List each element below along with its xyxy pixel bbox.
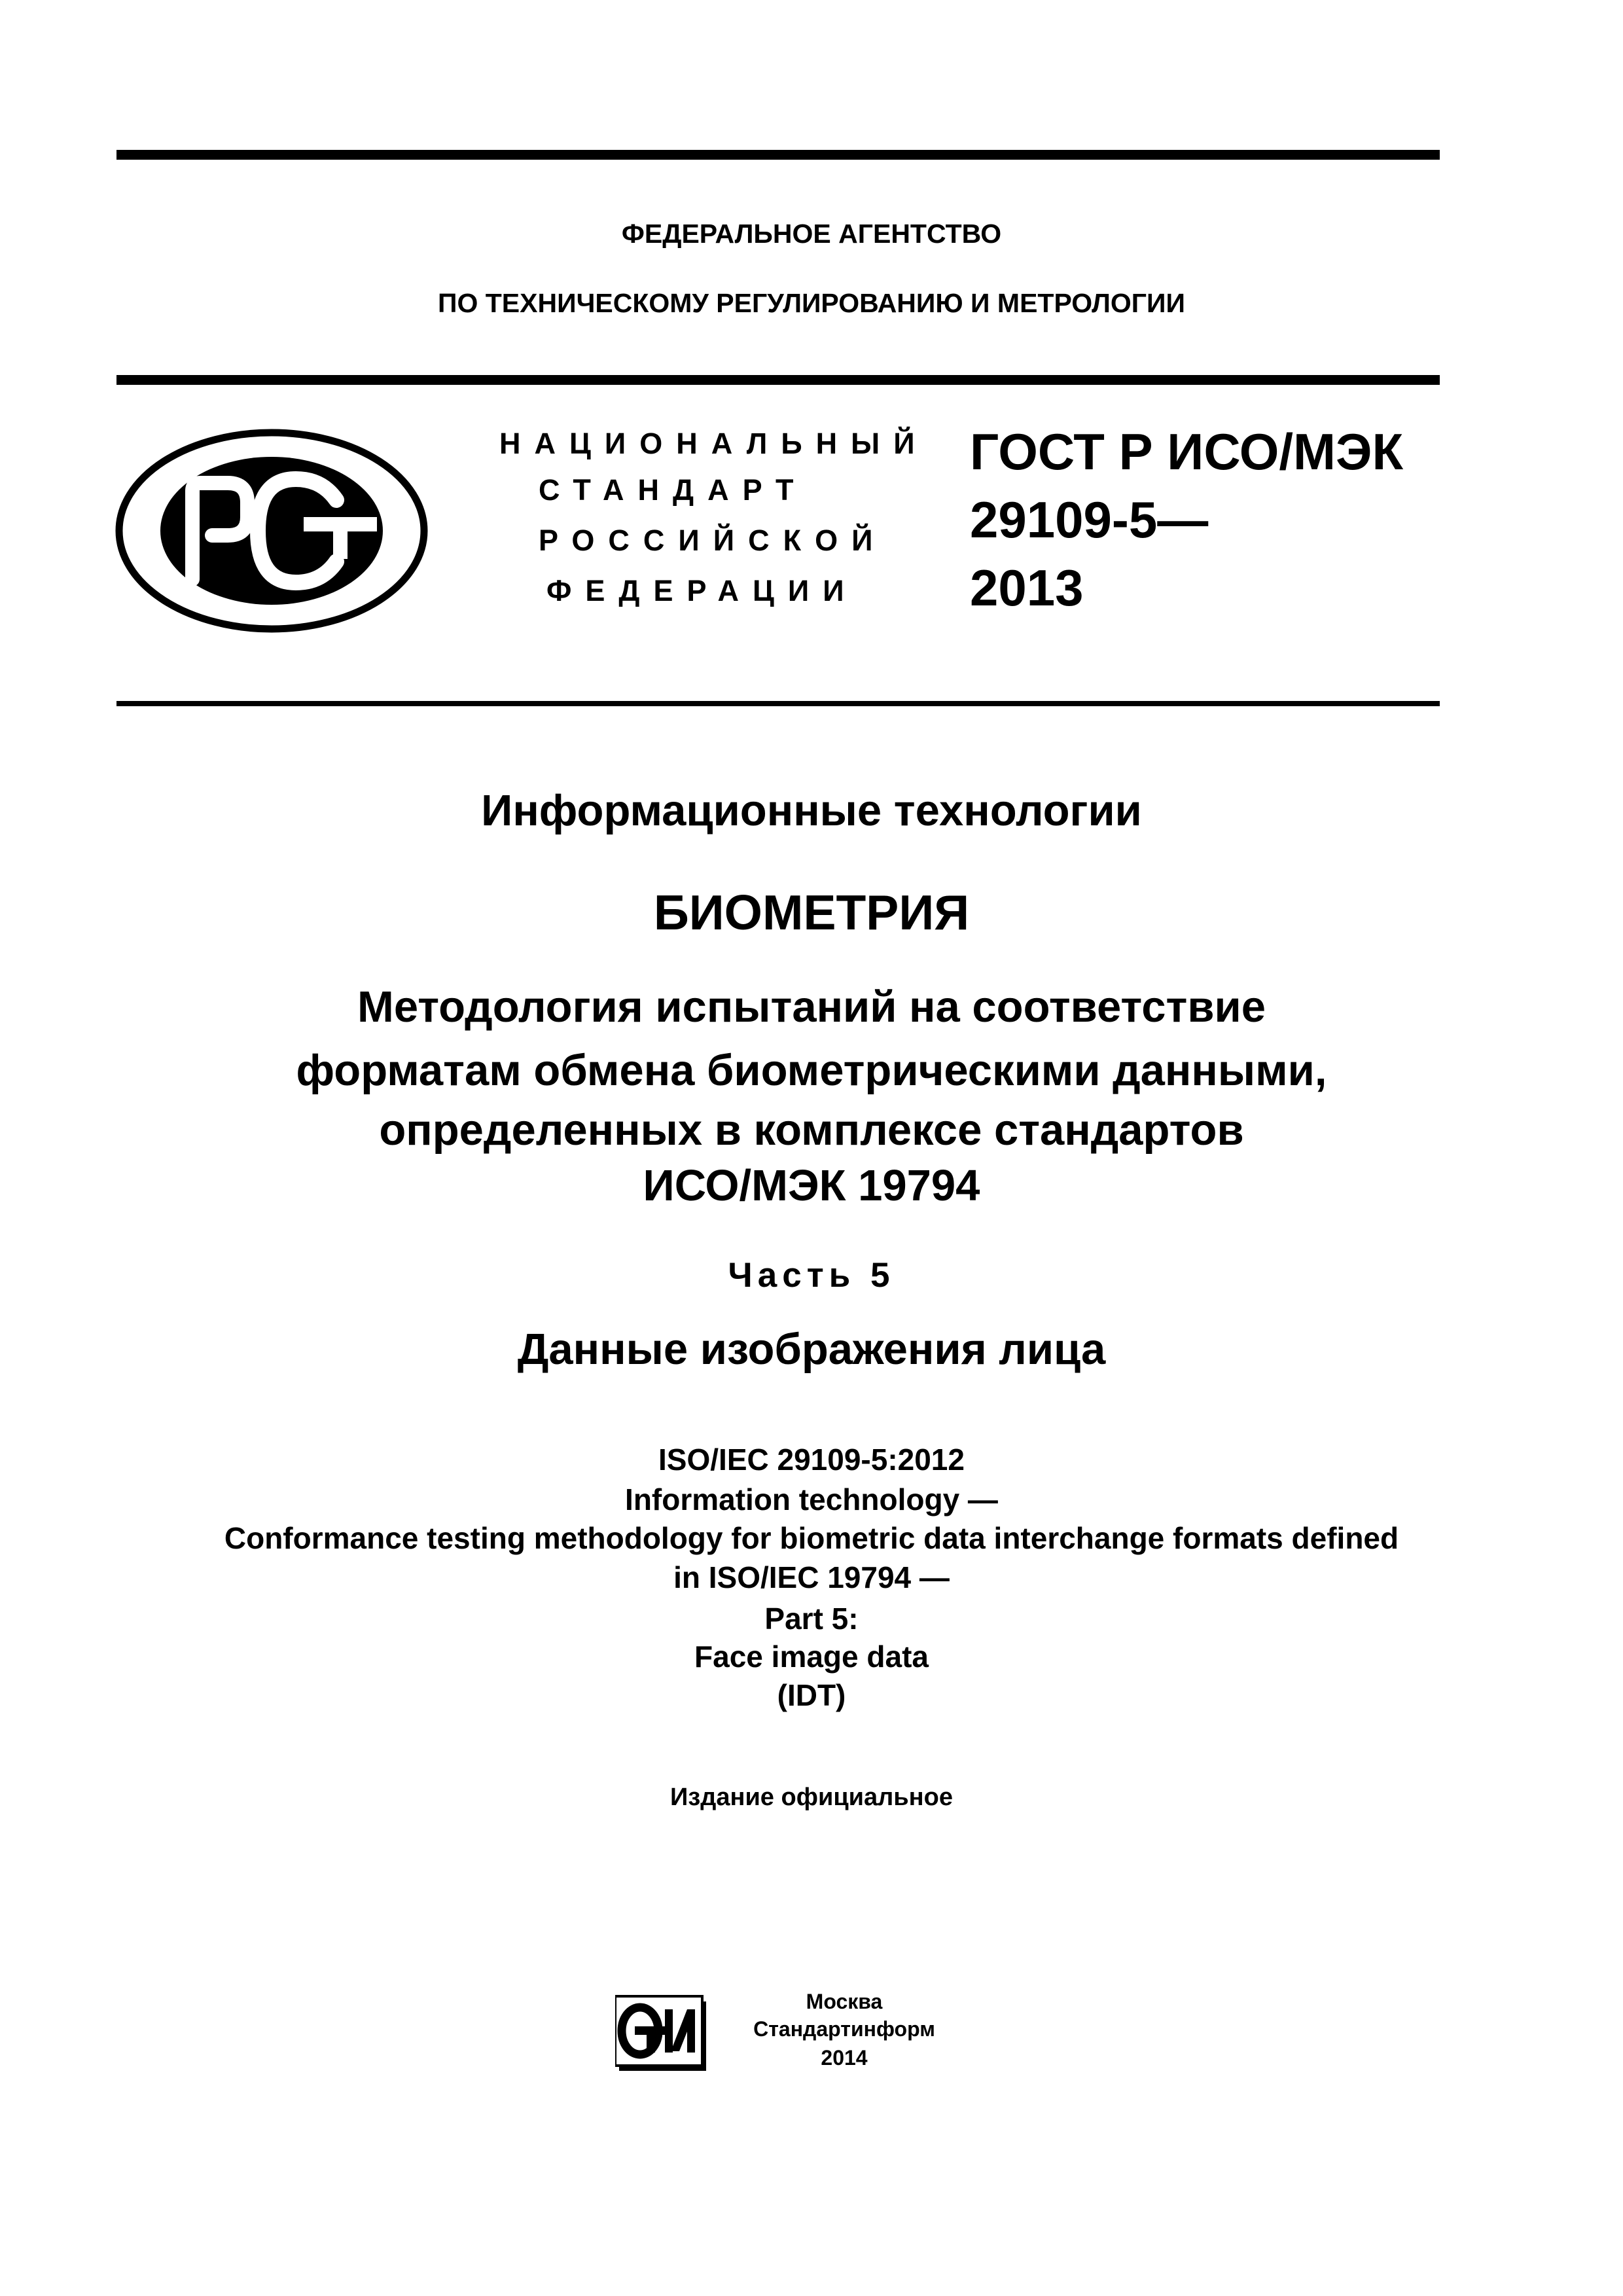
english-title-line-5: Part 5: <box>764 1602 859 1636</box>
publisher-name: Стандартинформ <box>753 2017 935 2041</box>
english-title-line-2: Information technology — <box>625 1482 998 1516</box>
title-main-line-1: Методология испытаний на соответствие <box>357 982 1266 1031</box>
title-rule <box>116 701 1440 706</box>
sti-publisher-logo-icon <box>615 1994 710 2075</box>
header-rule <box>116 375 1440 385</box>
title-main-line-3: определенных в комплексе стандартов <box>379 1105 1244 1155</box>
english-title-line-1: ISO/IEC 29109-5:2012 <box>658 1443 965 1477</box>
english-title-line-3: Conformance testing methodology for biometric data interchange formats defined <box>224 1521 1399 1555</box>
standard-designation-line-1: ГОСТ Р ИСО/МЭК <box>970 423 1404 480</box>
publication-year: 2014 <box>821 2046 868 2070</box>
part-title: Данные изображения лица <box>517 1325 1106 1374</box>
english-title-line-4: in ISO/IEC 19794 — <box>673 1560 950 1594</box>
agency-name-line-1: ФЕДЕРАЛЬНОЕ АГЕНТСТВО <box>621 219 1002 249</box>
english-title-line-7: (IDT) <box>777 1678 846 1712</box>
national-standard-line-2: СТАНДАРТ <box>539 473 808 507</box>
standard-designation-year: 2013 <box>970 559 1084 617</box>
title-field: Информационные технологии <box>481 786 1142 835</box>
edition-note: Издание официальное <box>670 1784 953 1811</box>
standard-designation-line-2: 29109-5— <box>970 491 1209 548</box>
title-main-line-2: форматам обмена биометрическими данными, <box>296 1046 1327 1095</box>
part-label: Часть 5 <box>728 1256 895 1295</box>
top-rule <box>116 150 1440 160</box>
national-standard-line-3: РОССИЙСКОЙ <box>539 524 887 557</box>
rst-certification-mark-icon <box>113 427 431 635</box>
english-title-line-6: Face image data <box>694 1640 929 1674</box>
publisher-city: Москва <box>806 1990 883 2013</box>
agency-name-line-2: ПО ТЕХНИЧЕСКОМУ РЕГУЛИРОВАНИЮ И МЕТРОЛОГИИ <box>438 288 1185 318</box>
title-subject: БИОМЕТРИЯ <box>653 885 970 940</box>
title-main-line-4: ИСО/МЭК 19794 <box>643 1161 980 1210</box>
national-standard-line-4: ФЕДЕРАЦИИ <box>546 574 858 607</box>
national-standard-line-1: НАЦИОНАЛЬНЫЙ <box>499 427 929 460</box>
